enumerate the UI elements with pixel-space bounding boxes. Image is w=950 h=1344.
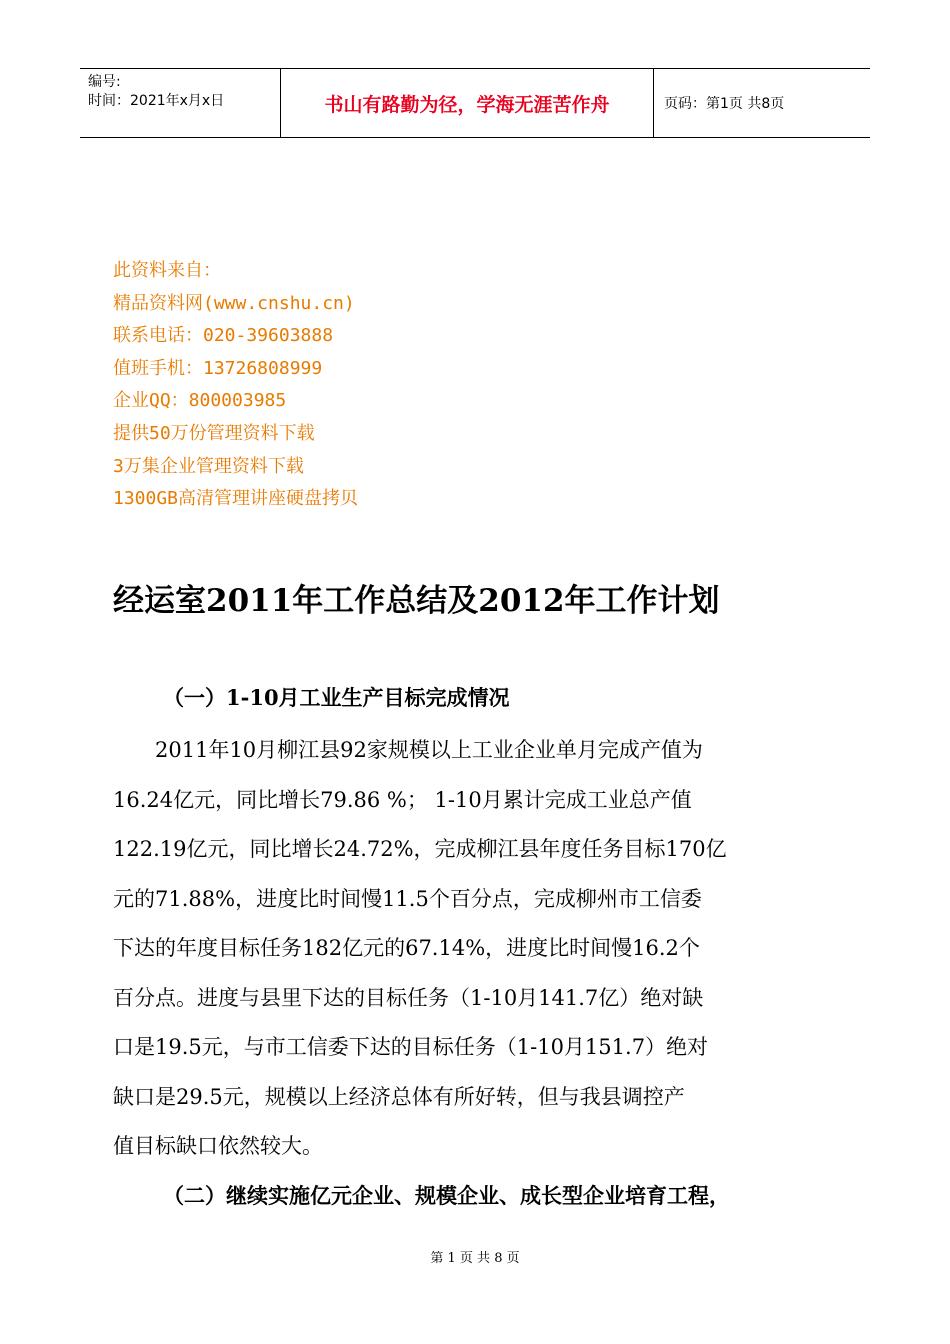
section-heading-2: （二）继续实施亿元企业、规模企业、成长型企业培育工程， bbox=[163, 1183, 730, 1208]
time-label: 时间：2021年x月x日 bbox=[88, 93, 225, 109]
source-line: 联系电话：020-39603888 bbox=[113, 325, 334, 347]
source-line: 1300GB高清管理讲座硬盘拷贝 bbox=[113, 488, 359, 510]
source-line: 提供50万份管理资料下载 bbox=[113, 422, 315, 444]
page-footer: 第 1 页 共 8 页 bbox=[430, 1251, 520, 1266]
body-line: 下达的年度目标任务182亿元的67.14%，进度比时间慢16.2个 bbox=[113, 936, 700, 960]
body-line: 百分点。进度与县里下达的目标任务（1-10月141.7亿）绝对缺 bbox=[113, 985, 704, 1010]
source-line: 此资料来自： bbox=[113, 260, 221, 281]
source-line: 3万集企业管理资料下载 bbox=[113, 455, 304, 477]
source-line: 精品资料网(www.cnshu.cn) bbox=[113, 292, 355, 314]
body-line: 元的71.88%，进度比时间慢11.5个百分点，完成柳州市工信委 bbox=[113, 886, 702, 911]
number-label: 编号: bbox=[88, 74, 121, 90]
body-line: 缺口是29.5元，规模以上经济总体有所好转，但与我县调控产 bbox=[113, 1084, 685, 1109]
body-line: 2011年10月柳江县92家规模以上工业企业单月完成产值为 bbox=[113, 738, 703, 762]
source-line: 值班手机：13726808999 bbox=[113, 357, 323, 379]
section-heading-1: （一）1-10月工业生产目标完成情况 bbox=[163, 685, 510, 710]
document-title: 经运室2011年工作总结及2012年工作计划 bbox=[113, 583, 720, 619]
header-page-info: 页码：第1页 共8页 bbox=[664, 96, 785, 112]
document-header bbox=[80, 68, 870, 138]
section-1-body bbox=[113, 726, 843, 1172]
body-line: 值目标缺口依然较大。 bbox=[113, 1134, 323, 1158]
body-line: 口是19.5元，与市工信委下达的目标任务（1-10月151.7）绝对 bbox=[113, 1035, 709, 1059]
source-info bbox=[113, 255, 358, 516]
body-line: 122.19亿元，同比增长24.72%，完成柳江县年度任务目标170亿 bbox=[113, 837, 727, 861]
body-line: 16.24亿元，同比增长79.86 %； 1-10月累计完成工业总产值 bbox=[113, 787, 692, 812]
header-motto: 书山有路勤为径，学海无涯苦作舟 bbox=[281, 69, 654, 137]
source-line: 企业QQ：800003985 bbox=[113, 390, 287, 412]
header-meta bbox=[80, 69, 281, 137]
